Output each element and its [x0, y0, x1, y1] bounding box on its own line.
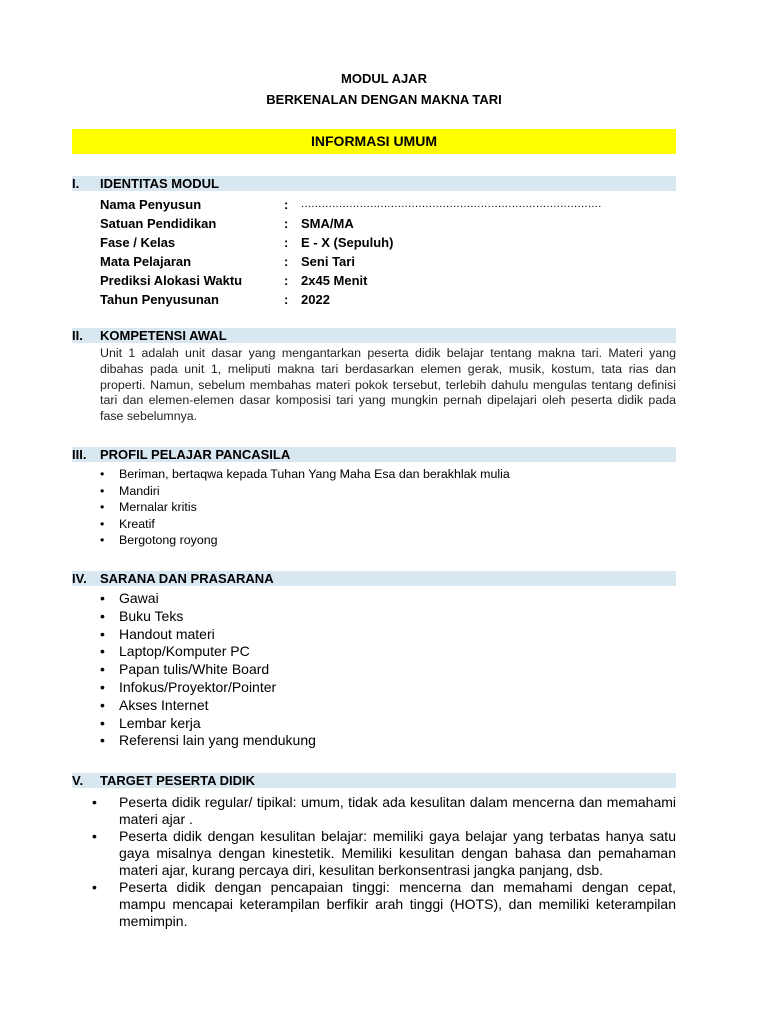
bullet-icon: •	[100, 661, 105, 678]
list-item	[100, 643, 676, 661]
identity-colon: :	[284, 235, 289, 250]
section-number: I.	[72, 176, 80, 191]
identity-label: Prediksi Alokasi Waktu	[100, 273, 243, 288]
profil-list	[100, 466, 676, 549]
list-item-text: Mernalar kritis	[119, 500, 197, 515]
bullet-icon: •	[92, 794, 97, 810]
list-item-text: Infokus/Proyektor/Pointer	[119, 678, 277, 695]
section-number: V.	[72, 773, 84, 788]
identity-label: Tahun Penyusunan	[100, 292, 219, 307]
section-number: IV.	[72, 571, 87, 586]
target-list	[92, 794, 676, 930]
identity-value: E - X (Sepuluh)	[301, 235, 394, 250]
list-item-text: Gawai	[119, 590, 159, 606]
list-item-text: Beriman, bertaqwa kepada Tuhan Yang Maha Esa dan berakhlak mulia	[119, 467, 510, 481]
section-header-target	[72, 773, 676, 788]
list-item-text: Papan tulis/White Board	[119, 661, 270, 678]
list-item	[92, 794, 676, 828]
list-item-text: Mandiri	[119, 483, 160, 498]
identity-label: Mata Pelajaran	[100, 254, 192, 269]
list-item-text: Peserta didik regular/ tipikal: umum, tidak ada kesulitan dalam mencerna dan memahami materi ajar .	[119, 794, 676, 827]
section-title: PROFIL PELAJAR PANCASILA	[100, 447, 291, 462]
kompetensi-paragraph: Unit 1 adalah unit dasar yang mengantarkan peserta didik belajar tentang makna tari. Materi yang dibahas pada unit 1, meliputi makna tari berdasarkan elemen gerak, musik, kostum, tata rias dan properti. Namun, sebelum membahas materi pokok tersebut, terlebih dahulu mengulas tentang definisi tari dan elemen-elemen dasar komposisi tari yang mungkin pernah dipelajari oleh peserta didik pada fase sebelumnya.	[100, 346, 676, 424]
bullet-icon: •	[92, 828, 97, 844]
list-item-text: Peserta didik dengan kesulitan belajar: memiliki gaya belajar yang terbatas hanya satu gaya misalnya dengan kinestetik. Memiliki kesulitan dengan bahasa dan pemahaman materi ajar, kurang percaya diri, kesulitan berkonsentrasi jangka panjang, dsb.	[119, 828, 676, 878]
list-item	[100, 483, 676, 500]
identity-value: Seni Tari	[301, 254, 355, 269]
list-item-text: Akses Internet	[119, 696, 209, 713]
bullet-icon: •	[100, 500, 105, 515]
list-item-text: Peserta didik dengan pencapaian tinggi: mencerna dan memahami dengan cepat, mampu mencapai keterampilan berfikir arah tinggi (HOTS), dan memiliki keterampilan memimpin.	[119, 879, 676, 929]
list-item	[100, 466, 676, 483]
identity-row-time	[100, 271, 676, 290]
identity-colon: :	[284, 273, 289, 288]
section-header-kompetensi	[72, 328, 676, 343]
identity-colon: :	[284, 216, 289, 231]
bullet-icon: •	[100, 714, 105, 731]
list-item	[92, 879, 676, 930]
list-item-text: Referensi lain yang mendukung	[119, 732, 316, 749]
bullet-icon: •	[100, 483, 105, 498]
section-number: II.	[72, 328, 83, 343]
identity-label: Nama Penyusun	[100, 197, 202, 212]
bullet-icon: •	[100, 533, 105, 548]
bullet-icon: •	[92, 879, 97, 895]
document-title: MODUL AJAR	[341, 71, 427, 86]
identity-row-subject	[100, 252, 676, 271]
section-header-profil	[72, 447, 676, 462]
general-info-banner: INFORMASI UMUM	[72, 129, 676, 154]
bullet-icon: •	[100, 732, 105, 749]
list-item-text: Bergotong royong	[119, 533, 218, 548]
sarana-list	[100, 590, 676, 750]
list-item	[100, 697, 676, 715]
section-number: III.	[72, 447, 87, 462]
identity-value: SMA/MA	[301, 216, 354, 231]
list-item-text: Lembar kerja	[119, 714, 201, 731]
identity-row-phase	[100, 233, 676, 252]
section-header-sarana	[72, 571, 676, 586]
bullet-icon: •	[100, 516, 105, 531]
section-title: KOMPETENSI AWAL	[100, 328, 227, 343]
bullet-icon: •	[100, 467, 105, 481]
bullet-icon: •	[100, 607, 105, 624]
identity-value: 2022	[301, 292, 330, 307]
identity-row-author	[100, 195, 676, 214]
document-subtitle: BERKENALAN DENGAN MAKNA TARI	[266, 92, 502, 107]
list-item	[100, 532, 676, 549]
section-title: TARGET PESERTA DIDIK	[100, 773, 256, 788]
identity-colon: :	[284, 292, 289, 307]
list-item-text: Laptop/Komputer PC	[119, 643, 250, 660]
bullet-icon: •	[100, 590, 105, 606]
list-item	[100, 590, 676, 608]
identity-row-school	[100, 214, 676, 233]
identity-colon: :	[284, 254, 289, 269]
bullet-icon: •	[100, 678, 105, 695]
bullet-icon: •	[100, 696, 105, 713]
list-item	[100, 499, 676, 516]
identity-value: 2x45 Menit	[301, 273, 368, 288]
identity-colon: :	[284, 197, 289, 212]
list-item	[100, 732, 676, 750]
bullet-icon: •	[100, 625, 105, 642]
list-item-text: Buku Teks	[119, 607, 184, 624]
bullet-icon: •	[100, 643, 105, 660]
identity-value: .......................................................................................	[301, 198, 602, 210]
list-item-text: Handout materi	[119, 625, 215, 642]
identity-row-year	[100, 290, 676, 309]
identity-label: Fase / Kelas	[100, 235, 176, 250]
list-item-text: Kreatif	[119, 516, 155, 531]
list-item	[100, 608, 676, 626]
list-item	[100, 715, 676, 733]
list-item	[100, 626, 676, 644]
section-title: IDENTITAS MODUL	[100, 176, 219, 191]
list-item	[100, 516, 676, 533]
list-item	[100, 661, 676, 679]
section-header-identitas	[72, 176, 676, 191]
section-title: SARANA DAN PRASARANA	[100, 571, 274, 586]
list-item	[100, 679, 676, 697]
list-item	[92, 828, 676, 879]
identity-label: Satuan Pendidikan	[100, 216, 217, 231]
